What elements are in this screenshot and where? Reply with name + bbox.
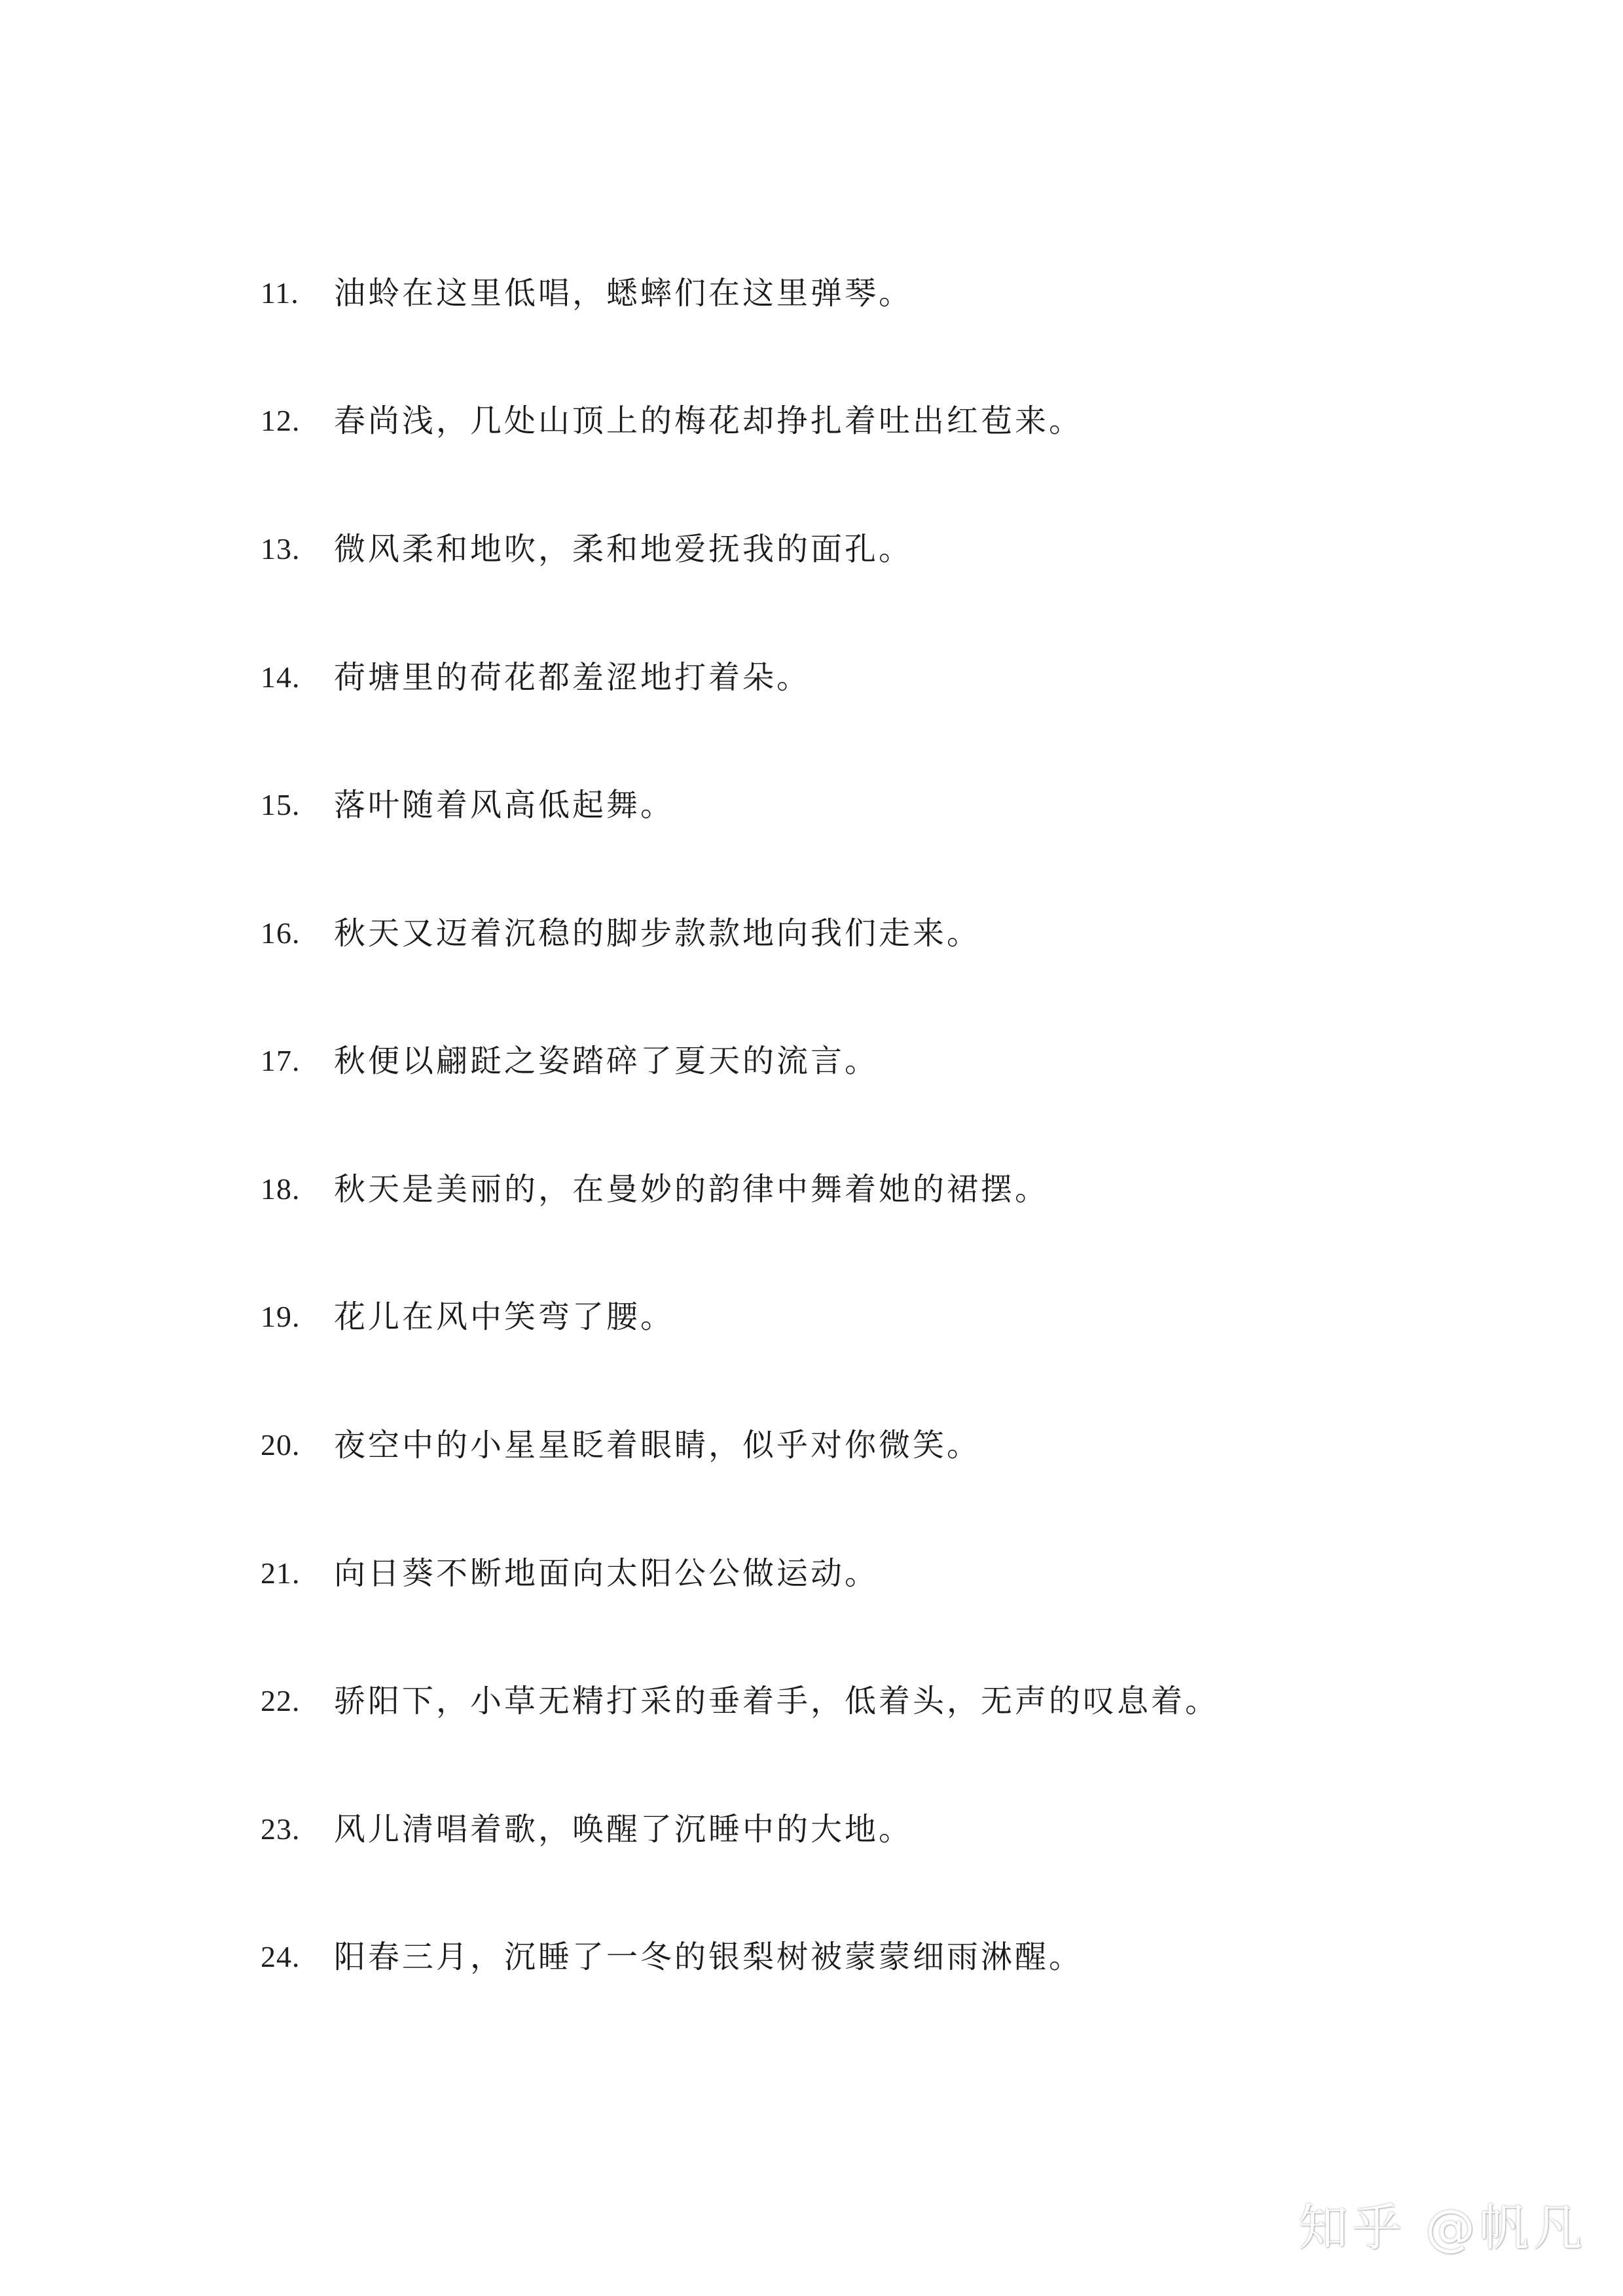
list-item (261, 1291, 674, 1343)
list-item (261, 523, 913, 575)
item-number: 13. (261, 532, 301, 565)
item-text: 阳春三月，沉睡了一冬的银梨树被蒙蒙细雨淋醒。 (334, 1939, 1084, 1975)
list-item (261, 267, 913, 319)
list-item (261, 1803, 913, 1856)
list-item (261, 395, 1083, 447)
item-text: 花儿在风中笑弯了腰。 (334, 1299, 675, 1335)
list-item (261, 1675, 1219, 1727)
item-number: 23. (261, 1812, 301, 1846)
item-text: 骄阳下，小草无精打采的垂着手，低着头，无声的叹息着。 (334, 1683, 1220, 1719)
list-item (261, 1419, 981, 1471)
item-text: 春尚浅，几处山顶上的梅花却挣扎着吐出红苞来。 (334, 403, 1084, 439)
item-number: 12. (261, 404, 301, 437)
item-number: 16. (261, 916, 301, 950)
zhihu-watermark: 知乎 @帆凡 (1298, 2198, 1586, 2257)
item-text: 风儿清唱着歌，唤醒了沉睡中的大地。 (334, 1811, 913, 1848)
item-number: 21. (261, 1556, 301, 1590)
list-item (261, 1931, 1083, 1983)
item-text: 荷塘里的荷花都羞涩地打着朵。 (334, 659, 811, 696)
item-number: 14. (261, 660, 301, 694)
item-text: 夜空中的小星星眨着眼睛，似乎对你微笑。 (334, 1427, 981, 1463)
list-item (261, 1547, 879, 1600)
item-text: 秋便以翩跹之姿踏碎了夏天的流言。 (334, 1043, 879, 1079)
item-number: 20. (261, 1428, 301, 1462)
item-text: 落叶随着风高低起舞。 (334, 787, 675, 823)
item-text: 向日葵不断地面向太阳公公做运动。 (334, 1555, 879, 1592)
item-number: 17. (261, 1044, 301, 1077)
item-text: 微风柔和地吹，柔和地爱抚我的面孔。 (334, 531, 913, 567)
item-number: 24. (261, 1940, 301, 1973)
list-item (261, 651, 811, 704)
item-text: 秋天又迈着沉稳的脚步款款地向我们走来。 (334, 915, 981, 952)
list-item (261, 907, 981, 960)
list-item (261, 779, 674, 831)
item-number: 11. (261, 276, 299, 310)
item-number: 15. (261, 788, 301, 821)
item-number: 19. (261, 1300, 301, 1333)
item-number: 18. (261, 1172, 301, 1206)
list-item (261, 1163, 1049, 1215)
item-text: 秋天是美丽的，在曼妙的韵律中舞着她的裙摆。 (334, 1171, 1049, 1208)
list-item (261, 1035, 879, 1087)
item-number: 22. (261, 1684, 301, 1717)
item-text: 油蛉在这里低唱，蟋蟀们在这里弹琴。 (334, 275, 913, 312)
